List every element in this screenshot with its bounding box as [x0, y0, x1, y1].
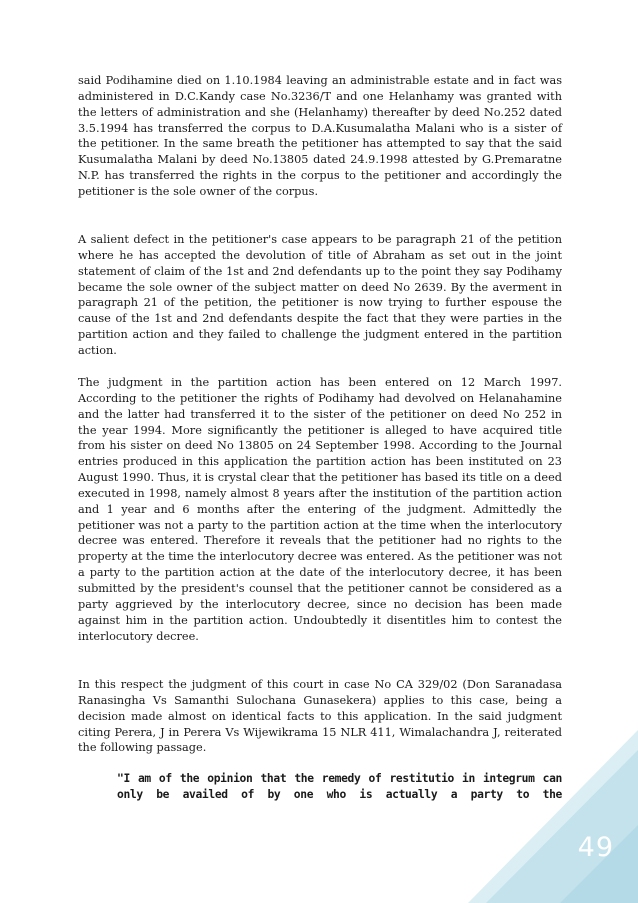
- paragraph-4: In this respect the judgment of this court in case No CA 329/02 (Don Saranadasa Ranasingha Vs Samanthi Sulochana Gunasekera) applies to this case, being a decision made almost on identical facts to this application. In the said judgment citing Perera, J in Perera Vs Wijewikrama 15 NLR 411, Wimalachandra J, reiterated the following passage.: [78, 678, 562, 755]
- paragraph-2: A salient defect in the petitioner's case appears to be paragraph 21 of the petition where he has accepted the devolution of title of Abraham as set out in the joint statement of claim of the 1st and 2nd defendants up to the point they say Podihamy became the sole owner of the subject matter on deed No 2639. By the averment in paragraph 21 of the petition, the petitioner is now trying to further espouse the cause of the 1st and 2nd defendants despite the fact that they were parties in the partition action and they failed to challenge the judgment entered in the partition action.: [78, 233, 562, 357]
- block-quote: "I am of the opinion that the remedy of restitutio in integrum can only be availed of by one who is actually a party to the: [117, 772, 562, 801]
- page-number: 49: [577, 832, 614, 863]
- corner-decoration: [468, 730, 638, 903]
- paragraph-1: said Podihamine died on 1.10.1984 leaving an administrable estate and in fact was administered in D.C.Kandy case No.3236/T and one Helanhamy was granted with the letters of administration and she (Helanhamy) thereafter by deed No.252 dated 3.5.1994 has transferred the corpus to D.A.Kusumalatha Malani who is a sister of the petitioner. In the same breath the petitioner has attempted to say that the said Kusumalatha Malani by deed No.13805 dated 24.9.1998 attested by G.Premaratne N.P. has transferred the rights in the corpus to the petitioner and accordingly the petitioner is the sole owner of the corpus.: [78, 74, 562, 198]
- paragraph-3: The judgment in the partition action has been entered on 12 March 1997. According to the petitioner the rights of Podihamy had devolved on Helanahamine and the latter had transferred it to the sister of the petitioner on deed No 252 in the year 1994. More significantly the petitioner is alleged to have acquired title from his sister on deed No 13805 on 24 September 1998. According to the Journal entries produced in this application the partition action has been instituted on 23 August 1990. Thus, it is crystal clear that the petitioner has based its title on a deed executed in 1998, namely almost 8 years after the institution of the partition action and 1 year and 6 months after the entering of the judgment. Admittedly the petitioner was not a party to the partition action at the time when the interlocutory decree was entered. Therefore it reveals that the petitioner had no rights to the property at the time the interlocutory decree was entered. As the petitioner was not a party to the partition action at the date of the interlocutory decree, it has been submitted by the president's counsel that the petitioner cannot be considered as a party aggrieved by the interlocutory decree, since no decision has been made against him in the partition action. Undoubtedly it disentitles him to contest the interlocutory decree.: [78, 376, 562, 643]
